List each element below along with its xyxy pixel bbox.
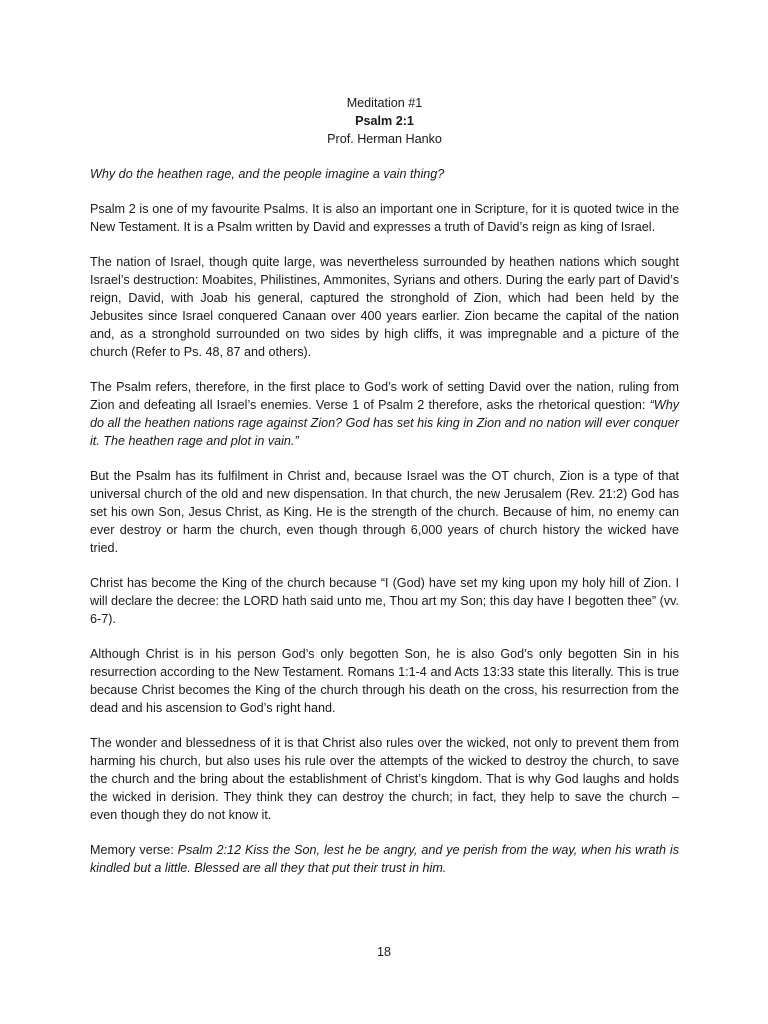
passage-title: Psalm 2:1 [355, 114, 414, 128]
epigraph-verse: Why do the heathen rage, and the people imagine a vain thing? [90, 167, 445, 181]
paragraph-2: The nation of Israel, though quite large, was nevertheless surrounded by heathen nations which sought Israel’s destruction: Moabites, Philistines, Ammonites, Syrians and others. During the early part of David’s reign, David, with Joab his general, captured the stronghold of Zion, which had been held by the Jebusites since Israel conquered Canaan over 400 years earlier. Zion became the capital of the nation and, as a stronghold surrounded on two sides by high cliffs, it was impregnable and a picture of the church (Refer to Ps. 48, 87 and others). [90, 255, 679, 359]
paragraph-3 [90, 378, 679, 450]
paragraph-1: Psalm 2 is one of my favourite Psalms. It is also an important one in Scripture, for it is quoted twice in the New Testament. It is a Psalm written by David and expresses a truth of David’s reign as king of Israel. [90, 202, 679, 234]
memory-verse-text: Psalm 2:12 Kiss the Son, lest he be angry, and ye perish from the way, when his wrath is kindled but a little. Blessed are all they that put their trust in him. [90, 843, 679, 875]
paragraph-3-quote: “Why do all the heathen nations rage against Zion? God has set his king in Zion and no nation will ever conquer it. The heathen rage and plot in vain.” [90, 398, 679, 448]
meditation-number: Meditation #1 [346, 96, 423, 110]
author-name: Prof. Herman Hanko [327, 132, 442, 146]
document-header [90, 94, 679, 148]
paragraph-4: But the Psalm has its fulfilment in Christ and, because Israel was the OT church, Zion is a type of that universal church of the old and new dispensation. In that church, the new Jerusalem (Rev. 21:2) God has set his own Son, Jesus Christ, as King. He is the strength of the church. Because of him, no enemy can ever destroy or harm the church, even though through 6,000 years of church history the wicked have tried. [90, 469, 679, 555]
paragraph-6: Although Christ is in his person God’s only begotten Son, he is also God’s only begotten Sin in his resurrection according to the New Testament. Romans 1:1-4 and Acts 13:33 state this literally. This is true because Christ becomes the King of the church through his death on the cross, his resurrection from the dead and his ascension to God’s right hand. [90, 647, 679, 715]
paragraph-3-text: The Psalm refers, therefore, in the first place to God’s work of setting David over the nation, ruling from Zion and defeating all Israel’s enemies. Verse 1 of Psalm 2 therefore, asks the rhetorical question: [90, 380, 679, 412]
memory-verse [90, 841, 679, 877]
memory-verse-label: Memory verse: [90, 843, 178, 857]
page-number: 18 [376, 945, 391, 959]
paragraph-7: The wonder and blessedness of it is that Christ also rules over the wicked, not only to prevent them from harming his church, but also uses his rule over the attempts of the wicked to destroy the church, to save the church and the bring about the establishment of Christ’s kingdom. That is why God laughs and holds the wicked in derision. They think they can destroy the church; in fact, they help to save the church – even though they do not know it. [90, 736, 679, 822]
paragraph-5: Christ has become the King of the church because “I (God) have set my king upon my holy hill of Zion. I will declare the decree: the LORD hath said unto me, Thou art my Son; this day have I begotten thee” (vv. 6-7). [90, 576, 679, 626]
document-page [90, 94, 679, 894]
